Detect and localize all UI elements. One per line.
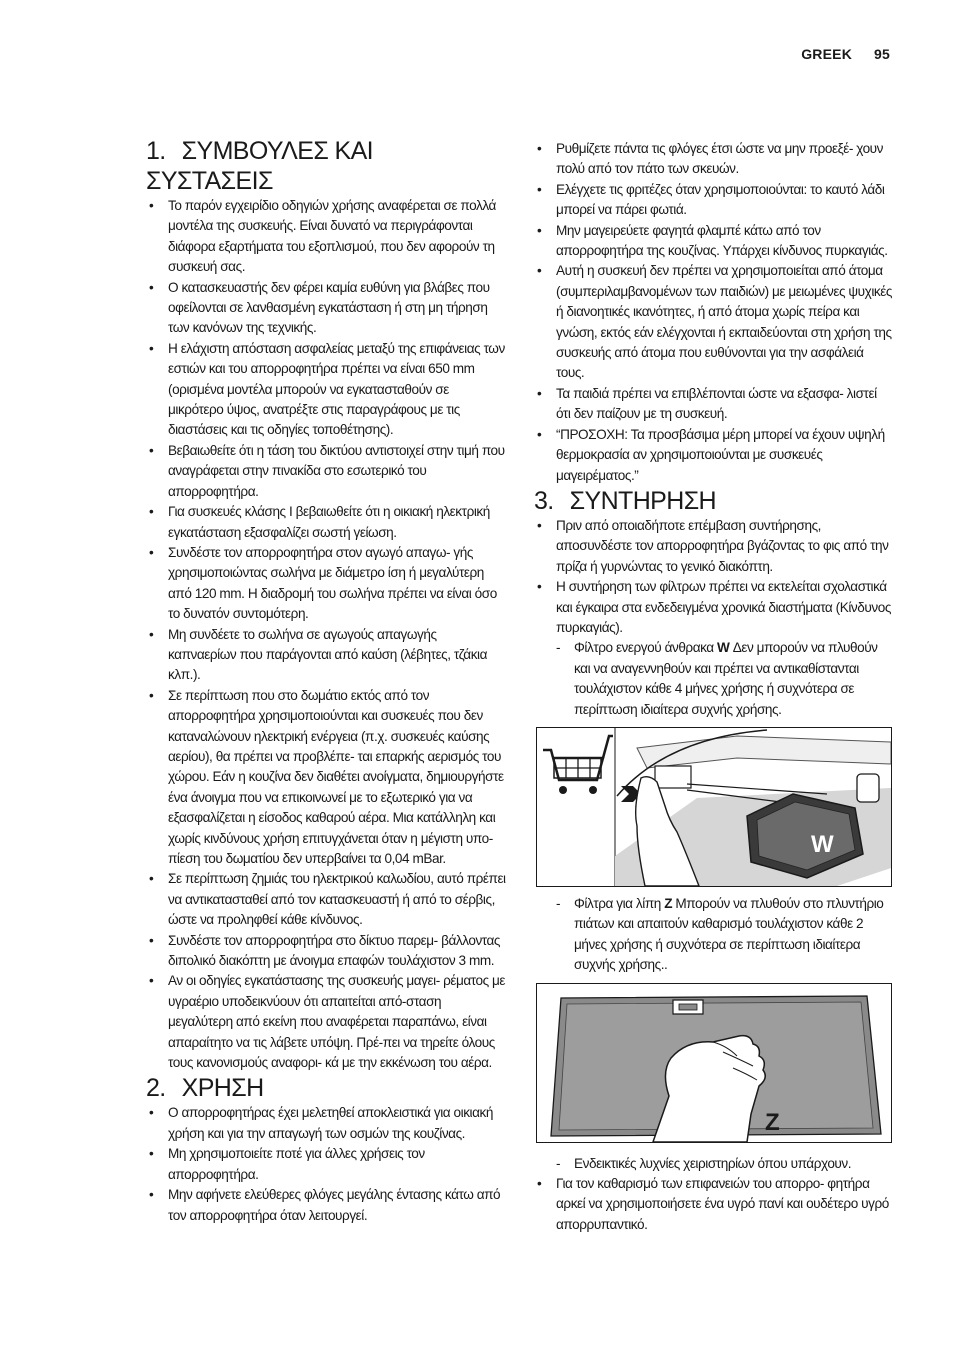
list-item: • Μη χρησιμοποιείτε ποτέ για άλλες χρήσεις τον απορροφητήρα. (146, 1144, 506, 1185)
list-item: • Σε περίπτωση που στο δωμάτιο εκτός από τον απορροφητήρα χρησιμοποιούνται και συσκευές που δεν καταναλώνουν ηλεκτρική ενέργεια (π.χ. συσκευές καύσης αερίου), θα πρέπει να προβλέπε- ται επαρκής αερισμός του χώρου. Εάν η κουζίνα δεν διαθέτει ανοίγματα, δημιουργήστε ένα άνοιγμα που να επικοινωνεί με το εξωτερικό για να εξασφαλίζεται η είσοδος καθαρού αέρα. Μια κατάλληλη και χωρίς κινδύνους χρήση επιτυγχάνεται όταν η μέγιστη υπο- πίεση του δωματίου δεν υπερβαίνει τα 0,04 mBar. (146, 686, 506, 870)
grease-filter-illustration (537, 984, 891, 1142)
dash-item-grease-filter: - Φίλτρα για λίπη Z Μπορούν να πλυθούν στο πλυντήριο πιάτων και απαιτούν καθαρισμό τουλάχιστον κάθε 2 μήνες χρήσης ή συχνότερα σε περίπτωση ιδιαίτερα συχνής χρήσης.. (534, 894, 894, 976)
list-item: • Βεβαιωθείτε ότι η τάση του δικτύου αντιστοιχεί στην τιμή που αναγράφεται στην πινακίδα στο εσωτερικό του απορροφητήρα. (146, 441, 506, 502)
list-item: • Αν οι οδηγίες εγκατάστασης της συσκευής μαγει- ρέματος με υγραέριο υποδεικνύουν ότι απαιτείται από-σταση μεγαλύτερη από εκείνη που αναφέρεται παραπάνω, είναι απαραίτητο να τις λάβετε υπόψη. Πρέ-πει να τηρείτε όλους τους κανονισμούς αναφορι- κά με την εκκένωση του αέρα. (146, 971, 506, 1073)
section-2-list (146, 1103, 506, 1225)
section-2-list-continued (534, 139, 894, 486)
section-1-list (146, 196, 506, 1073)
left-column (146, 136, 506, 1226)
shopping-cart-icon (543, 736, 613, 794)
list-item: • Ο κατασκευαστής δεν φέρει καμία ευθύνη για βλάβες που οφείλονται σε λανθασμένη εγκατάσταση ή στη μη τήρηση των κανόνων της τεχνικής. (146, 278, 506, 339)
filter-w-list (534, 638, 894, 720)
list-item: • Συνδέστε τον απορροφητήρα στο δίκτυο παρεμ- βάλλοντας διπολικό διακόπτη με άνοιγμα επαφών τουλάχιστον 3 mm. (146, 931, 506, 972)
cleaning-list (534, 1174, 894, 1235)
section-3-heading: 3. ΣΥΝΤΗΡΗΣΗ (534, 486, 717, 515)
list-item: • Η ελάχιστη απόσταση ασφαλείας μεταξύ της επιφάνειας των εστιών και του απορροφητήρα πρέπει να είναι 650 mm (ορισμένα μοντέλα μπορούν να εγκατασταθούν σε μικρότερο ύψος, ανατρέξτε στις παραγράφους με τις διαστάσεις και τις οδηγίες τοποθέτησης). (146, 339, 506, 441)
grease-filter-figure (536, 983, 892, 1143)
list-item: • Πριν από οποιαδήποτε επέμβαση συντήρησης, αποσυνδέστε τον απορροφητήρα βγάζοντας το φις από την πρίζα ή γυρνώντας το γενικό διακόπτη. (534, 516, 894, 577)
language-label: GREEK (801, 46, 853, 62)
dash-item-carbon-filter: - Φίλτρο ενεργού άνθρακα W Δεν μπορούν να πλυθούν και να αναγεννηθούν και πρέπει να αντικαθίστανται τουλάχιστον κάθε 4 μήνες χρήσης ή συχνότερα σε περίπτωση ιδιαίτερα συχνής χρήσης. (534, 638, 894, 720)
filter-z-label: Z (765, 1108, 780, 1136)
list-item: • Μην μαγειρεύετε φαγητά φλαμπέ κάτω από τον απορροφητήρα της κουζίνας. Υπάρχει κίνδυνος πυρκαγιάς. (534, 221, 894, 262)
list-item: • Ο απορροφητήρας έχει μελετηθεί αποκλειστικά για οικιακή χρήση και για την απαγωγή των οσμών της κουζίνας. (146, 1103, 506, 1144)
list-item: • Σε περίπτωση ζημιάς του ηλεκτρικού καλωδίου, αυτό πρέπει να αντικατασταθεί από τον κατασκευαστή ή από το σέρβις, ώστε να προληφθεί κάθε κίνδυνος. (146, 869, 506, 930)
filter-w-label: W (811, 830, 834, 858)
list-item: • Η συντήρηση των φίλτρων πρέπει να εκτελείται σχολαστικά και έγκαιρα στα ενδεδειγμένα χρονικά διαστήματα (Κίνδυνος πυρκαγιάς). (534, 577, 894, 638)
list-item: • Το παρόν εγχειρίδιο οδηγιών χρήσης αναφέρεται σε πολλά μοντέλα της συσκευής. Είναι δυνατό να περιγράφονται διάφορα εξαρτήματα του εξοπλισμού, που δεν αφορούν τη συσκευή σας. (146, 196, 506, 278)
list-item: • Μη συνδέετε το σωλήνα σε αγωγούς απαγωγής καπναερίων που παράγονται από καύση (λέβητες, τζάκια κλπ.). (146, 625, 506, 686)
section-1-heading: 1. ΣΥΜΒΟΥΛΕΣ ΚΑΙ ΣΥΣΤΑΣΕΙΣ (146, 137, 374, 195)
list-item: • Ελέγχετε τις φριτέζες όταν χρησιμοποιούνται: το καυτό λάδι μπορεί να πάρει φωτιά. (534, 180, 894, 221)
list-item: • Τα παιδιά πρέπει να επιβλέπονται ώστε να εξασφα- λιστεί ότι δεν παίζουν με τη συσκευή. (534, 384, 894, 425)
list-item: • Για τον καθαρισμό των επιφανειών του απορρο- φητήρα αρκεί να χρησιμοποιήσετε ένα υγρό πανί και ουδέτερο υγρό απορρυπαντικό. (534, 1174, 894, 1235)
filter-z-list (534, 894, 894, 976)
list-item: • Αυτή η συσκευή δεν πρέπει να χρησιμοποιείται από άτομα (συμπεριλαμβανομένων των παιδιών) με μειωμένες ψυχικές ή διανοητικές ικανότητες, ή από άτομα χωρίς πείρα και γνώση, εκτός εάν ελέγχονται ή εκπαιδεύονται στη χρήση της συσκευής από άτομα που ευθύνονται για την ασφάλειά τους. (534, 261, 894, 383)
page-number: 95 (874, 46, 890, 62)
dash-item-indicator-lights: - Ενδεικτικές λυχνίες χειριστηρίων όπου υπάρχουν. (534, 1154, 894, 1174)
section-2-heading: 2. ΧΡΗΣΗ (146, 1074, 264, 1103)
carbon-filter-illustration (537, 728, 891, 886)
list-item: • Για συσκευές κλάσης I βεβαιωθείτε ότι η οικιακή ηλεκτρική εγκατάσταση εξασφαλίζει σωστή γείωση. (146, 502, 506, 543)
right-column (534, 139, 894, 1235)
carbon-filter-figure (536, 727, 892, 887)
page-header (801, 46, 890, 62)
indicator-list (534, 1154, 894, 1174)
section-3-list (534, 516, 894, 638)
list-item: • Ρυθμίζετε πάντα τις φλόγες έτσι ώστε να μην προεξέ- χουν πολύ από τον πάτο των σκευών. (534, 139, 894, 180)
list-item: • “ΠΡΟΣΟΧΗ: Τα προσβάσιμα μέρη μπορεί να έχουν υψηλή θερμοκρασία αν χρησιμοποιούνται με συσκευές μαγειρέματος.” (534, 425, 894, 486)
list-item: • Μην αφήνετε ελεύθερες φλόγες μεγάλης έντασης κάτω από τον απορροφητήρα όταν λειτουργεί. (146, 1185, 506, 1226)
list-item: • Συνδέστε τον απορροφητήρα στον αγωγό απαγω- γής χρησιμοποιώντας σωλήνα με διάμετρο ίση ή μεγαλύτερη από 120 mm. Η διαδρομή του σωλήνα πρέπει να είναι όσο το δυνατόν συντομότερη. (146, 543, 506, 625)
